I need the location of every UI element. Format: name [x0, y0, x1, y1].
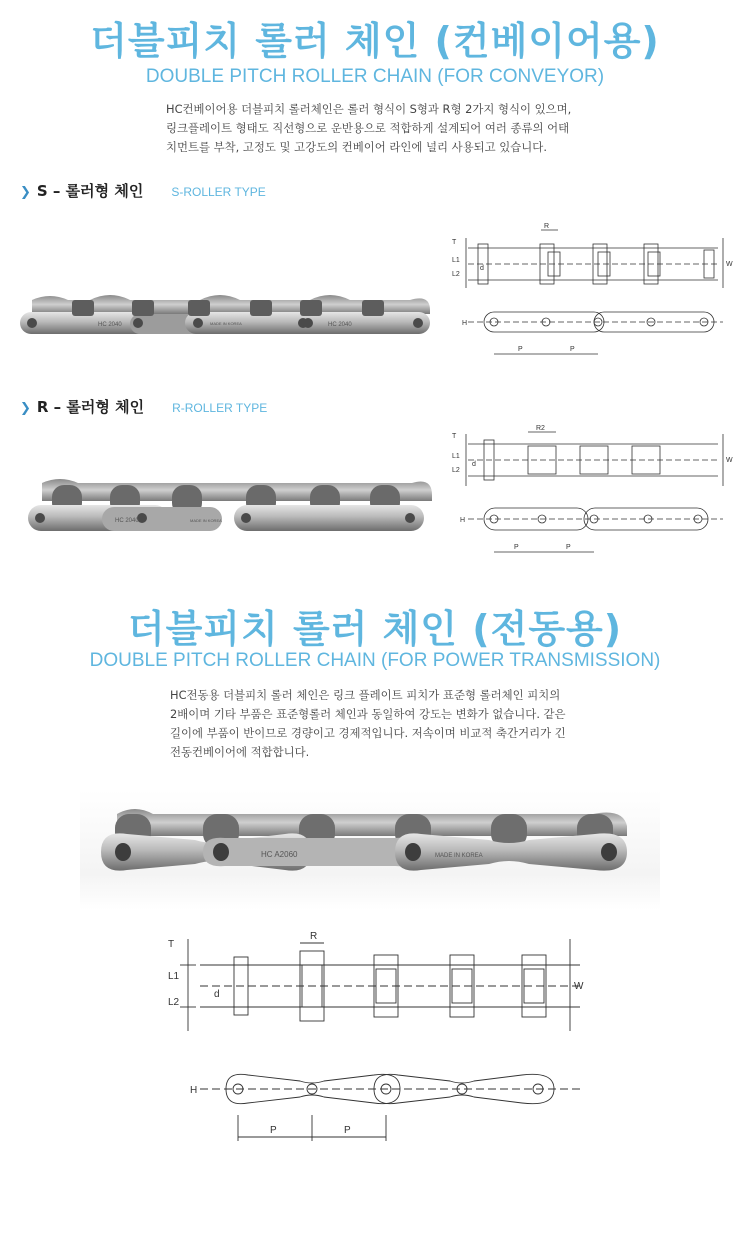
s-dim-w: W — [726, 261, 733, 268]
conveyor-desc-line: HC컨베이어용 더블피치 롤러체인은 롤러 형식이 S형과 R형 2가지 형식이 있으며, — [166, 102, 572, 116]
r-dim-p1: P — [514, 544, 519, 551]
power-desc-line: 길이에 부품이 반이므로 경량이고 경제적입니다. 저속이며 비교적 축간거리가 긴 — [170, 726, 566, 740]
s-dim-l2: L2 — [452, 271, 460, 278]
s-plate-text: HC 2040 — [328, 322, 352, 328]
r-dim-t: T — [452, 433, 457, 440]
s-dim-d: d — [480, 265, 484, 272]
power-dim-p2: P — [344, 1125, 351, 1136]
conveyor-title-ko: 더블피치 롤러 체인 (컨베이어용) — [90, 19, 660, 63]
power-dim-w: W — [574, 981, 584, 992]
r-roller-chain-photo — [20, 465, 440, 555]
power-dim-d: d — [214, 989, 220, 1000]
conveyor-title-en: DOUBLE PITCH ROLLER CHAIN (FOR CONVEYOR) — [145, 66, 605, 87]
power-dim-t: T — [168, 939, 175, 950]
conveyor-desc-line: 치먼트를 부착, 고정도 및 고강도의 컨베이어 라인에 널리 사용되고 있습니다. — [166, 140, 547, 154]
r-dim-r: R2 — [536, 425, 545, 432]
power-chain-photo — [95, 800, 645, 900]
r-plate-text: MADE IN KOREA — [190, 518, 222, 523]
chevron-right-icon: ❯ — [20, 401, 31, 416]
chevron-right-icon: ❯ — [20, 185, 31, 200]
r-roller-label-en: R-ROLLER TYPE — [172, 401, 268, 415]
r-plate-text: HC 2040 — [115, 518, 139, 524]
s-roller-label-en: S-ROLLER TYPE — [171, 185, 266, 199]
s-dim-p2: P — [570, 346, 575, 353]
s-plate-text: HC 2040 — [98, 322, 122, 328]
r-dim-d: d — [472, 461, 476, 468]
r-roller-label-ko: R – 롤러형 체인 — [36, 398, 145, 416]
power-plate-text: MADE IN KOREA — [435, 853, 483, 859]
r-dim-l2: L2 — [452, 467, 460, 474]
s-dim-t: T — [452, 239, 457, 246]
power-title-en: DOUBLE PITCH ROLLER CHAIN (FOR POWER TRANSMISSION) — [89, 650, 661, 671]
conveyor-description — [166, 100, 571, 157]
r-dim-l1: L1 — [452, 453, 460, 460]
power-dim-p1: P — [270, 1125, 277, 1136]
conveyor-desc-line: 링크플레이트 형태도 직선형으로 운반용으로 적합하게 설계되어 여러 종류의 어태 — [166, 121, 570, 135]
power-desc-line: 2배이며 기타 부품은 표준형롤러 체인과 동일하여 강도는 변화가 없습니다. 같은 — [170, 707, 566, 721]
s-roller-heading — [20, 180, 266, 201]
power-plate-text: HC A2060 — [261, 850, 298, 859]
power-description — [170, 686, 566, 762]
power-title-ko: 더블피치 롤러 체인 (전동용) — [127, 607, 623, 651]
s-dim-r: R — [544, 223, 550, 230]
power-dim-l1: L1 — [168, 971, 180, 982]
s-roller-chain-photo — [10, 280, 440, 360]
r-dim-w: W — [726, 457, 733, 464]
power-dim-l2: L2 — [168, 997, 180, 1008]
power-desc-line: HC전동용 더블피치 롤러 체인은 링크 플레이트 피치가 표준형 롤러체인 피치의 — [170, 688, 561, 702]
r-dim-p2: P — [566, 544, 571, 551]
s-dim-p1: P — [518, 346, 523, 353]
power-desc-line: 전동컨베이어에 적합합니다. — [170, 745, 310, 759]
r-roller-dimension-drawing — [448, 420, 738, 565]
s-roller-dimension-drawing — [448, 218, 738, 363]
s-plate-text: MADE IN KOREA — [210, 321, 242, 326]
power-dim-r: R — [310, 931, 318, 942]
r-roller-heading — [20, 396, 267, 417]
s-dim-h: H — [462, 320, 468, 327]
s-roller-label-ko: S – 롤러형 체인 — [36, 182, 144, 200]
s-dim-l1: L1 — [452, 257, 460, 264]
power-dimension-drawing — [160, 925, 590, 1145]
r-dim-h: H — [460, 517, 466, 524]
power-dim-h: H — [190, 1085, 198, 1096]
